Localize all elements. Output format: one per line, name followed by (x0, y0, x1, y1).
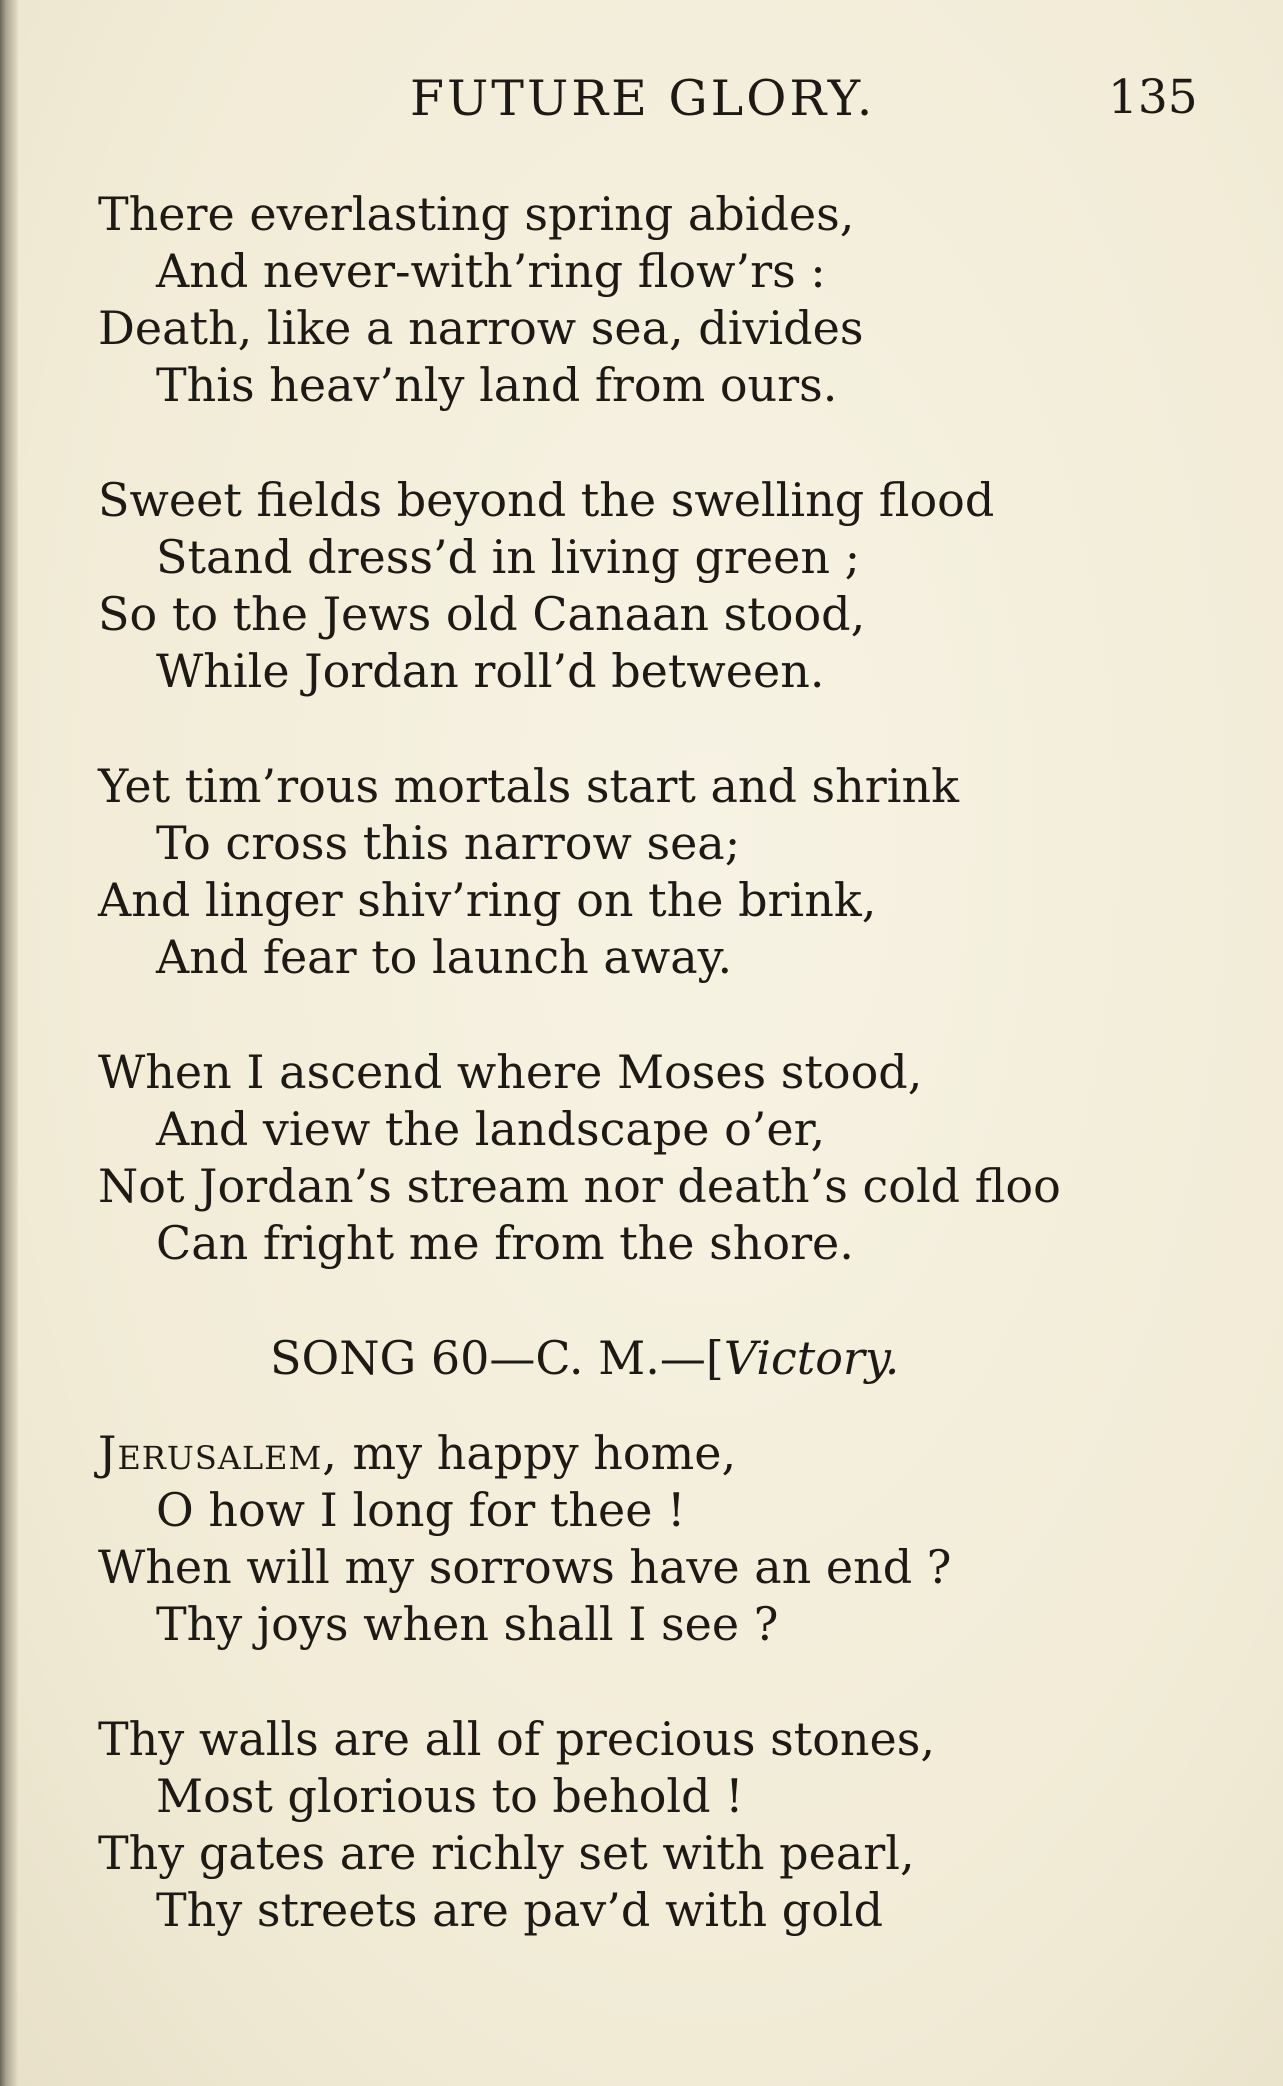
verse-line: Thy joys when shall I see ? (156, 1597, 779, 1651)
verse-line: O how I long for thee ! (156, 1483, 686, 1537)
verse-line: Yet tim’rous mortals start and shrink (98, 759, 959, 813)
verse-line: And view the landscape o’er, (156, 1102, 826, 1156)
tune-name: Victory. (723, 1331, 900, 1385)
poem-text (98, 186, 1218, 1997)
verse-line: Sweet fields beyond the swelling flood (98, 473, 995, 527)
verse-line: Most glorious to behold ! (156, 1769, 744, 1823)
verse-line (98, 1425, 1218, 1482)
verse-line: There everlasting spring abides, (98, 187, 855, 241)
page-header (0, 70, 1283, 130)
verse-line: Death, like a narrow sea, divides (98, 301, 864, 355)
first-word: Jerusalem, (98, 1426, 338, 1480)
song-heading (98, 1330, 1218, 1387)
verse-line: When will my sorrows have an end ? (98, 1540, 952, 1594)
verse-line: And never-with’ring flow’rs : (156, 244, 826, 298)
verse-line-rest: my happy home, (337, 1426, 737, 1480)
verse-line: And linger shiv’ring on the brink, (98, 873, 877, 927)
verse-line: This heav’nly land from ours. (156, 358, 838, 412)
verse-line: While Jordan roll’d between. (156, 644, 825, 698)
song-label: SONG 60—C. M.—[ (270, 1331, 724, 1385)
verse-line: Can fright me from the shore. (156, 1216, 854, 1270)
stanza (98, 1711, 1218, 1939)
stanza (98, 758, 1218, 986)
verse-line: Stand dress’d in living green ; (156, 530, 861, 584)
verse-line: Not Jordan’s stream nor death’s cold floo (98, 1159, 1061, 1213)
page-number: 135 (1108, 70, 1198, 125)
verse-line: So to the Jews old Canaan stood, (98, 587, 866, 641)
binding-shadow (0, 0, 18, 2086)
stanza (98, 1044, 1218, 1272)
verse-line: And fear to launch away. (156, 930, 733, 984)
stanza (98, 472, 1218, 700)
verse-line: Thy streets are pav’d with gold (156, 1883, 884, 1937)
stanza (98, 186, 1218, 414)
verse-line: When I ascend where Moses stood, (98, 1045, 923, 1099)
verse-line: Thy walls are all of precious stones, (98, 1712, 935, 1766)
running-title: FUTURE GLORY. (410, 70, 876, 127)
verse-line: To cross this narrow sea; (156, 816, 741, 870)
stanza (98, 1425, 1218, 1653)
verse-line: Thy gates are richly set with pearl, (98, 1826, 915, 1880)
